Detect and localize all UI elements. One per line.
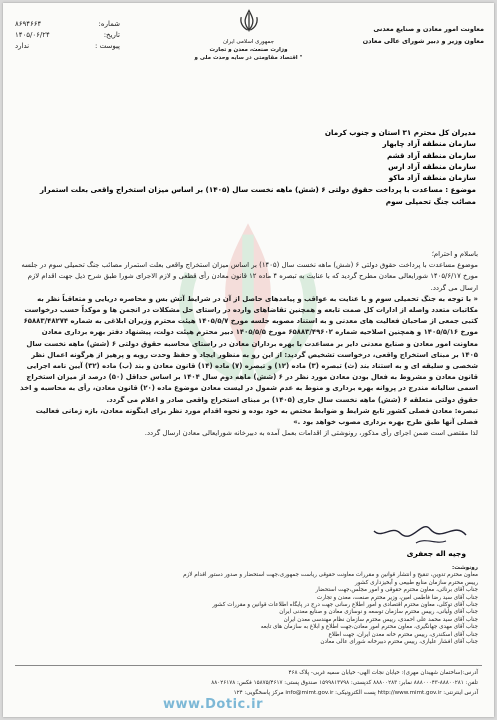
letter-number-row — [15, 19, 120, 30]
year-slogan: " اقتصاد مقاومتی در سایه وحدت ملی و — [194, 55, 303, 61]
paragraph-intro: موضوع مساعدت با پرداخت حقوق دولتی ۶ (شش) ماهه نخست سال (۱۴۰۵) بر اساس میزان استخراج واقعی بعلت استمرار مصائب جنگ تحمیلی سوم در جلسه مورخ ۱۴۰۵/۶/۱۷ شورایعالی معادن مطرح گردید که با عنایت به تبصره ۴ ماده ۱۲ قانون معادن رأی قطعی و لازم الاجرای شورا طبق شرح ذیل جهت اقدام لازم ارسال می گردد. — [21, 261, 478, 292]
paragraph-closing: لذا مقتضی است ضمن اجرای رأی مذکور، رونوشتی از اقدامات بعمل آمده به دبیرخانه شورایعالی معادن ارسال گردد. — [144, 429, 478, 438]
cc-line: جناب آقای ولیانی، رییس محترم سازمان توسعه و نوسازی معادن و صنایع معدنی ایران — [279, 609, 478, 616]
cc-line: جناب آقای اسکندری، رییس محترم خانه معدن ایران، جهت اطلاع — [328, 631, 478, 638]
date-value: ۱۴۰۵/۰۶/۲۴ — [15, 31, 50, 39]
letter-meta — [15, 19, 120, 52]
sender-block — [334, 23, 484, 47]
letter-body — [16, 249, 478, 439]
cc-line: رییس محترم سازمان منابع طبیعی و آبخیزداری کشور — [355, 579, 478, 586]
republic-name: جمهوری اسلامی ایران — [222, 39, 275, 45]
cc-line: جناب آقای توکلی، معاون محترم اقتصادی و امور اطلاع رسانی جهت درج در پایگاه اطلاعات قوانین و مقررات کشور — [212, 602, 478, 609]
subject-line: موضوع : مساعدت با پرداخت حقوق دولتی ۶ (شش) ماهه نخست سال (۱۴۰۵) بر اساس میزان استخراج واقعی بعلت استمرار مصائب جنگ تحمیلی سوم — [39, 185, 476, 206]
recipient-line: سازمان منطقه آزاد قشم — [386, 150, 476, 160]
signatory-name: وجیه اله جعفری — [406, 549, 466, 558]
letter-date-row — [15, 30, 120, 41]
iran-emblem-icon — [236, 8, 262, 34]
recipient-line: سازمان منطقه آزاد چابهار — [382, 139, 476, 149]
paragraph-note: تبصره: معادن فصلی کشور تابع شرایط و ضوابط مختص به خود بوده و نحوه اقدام مورد نظر برای اینگونه معادن، بازه زمانی فعالیت فصلی آنها طبق طرح بهره برداری مصوب خواهد بود .» — [35, 406, 478, 427]
ministry-header — [171, 8, 326, 63]
recipient-line: سازمان منطقه آزاد ماکو — [388, 173, 476, 183]
footer-address: آدرس:(ساختمان شهیدان مهری): خیابان نجات الهی- خیابان سمیه غربی- پلاک ۴۶۸ — [288, 670, 478, 676]
footer-web: آدرس اینترنتی: http://www.mimt.gov.ir پست الکترونیکی: info@mimt.gov.ir مرکز پاسخگویی: ۱۲۴ — [233, 690, 478, 696]
cc-line: جناب آقای برنائی، معاون محترم حقوقی و امور مجلس،جهت استحضار — [315, 587, 478, 594]
cc-line: جناب آقای سید محمد علی احمدی، رییس محترم سازمان نظام مهندسی معدن ایران — [283, 616, 478, 623]
cc-title: رونوشت: — [452, 565, 478, 571]
letter-page — [3, 3, 494, 717]
attachment-row — [15, 41, 120, 52]
recipient-line: سازمان منطقه آزاد ارس — [388, 161, 476, 171]
handwritten-signature — [356, 515, 476, 551]
site-watermark: www.Dotic.ir — [163, 697, 264, 712]
cc-line: جناب آقای سید رضا فاطمی امین، وزیر محترم صنعت، معدن و تجارت — [316, 594, 478, 601]
number-label: شماره: — [98, 20, 120, 28]
sender-line-1: معاونت امور معادن و صنایع معدنی — [373, 25, 484, 33]
cc-line: جناب آقای افشار علیاری، رییس محترم دبیرخانه شورای عالی معادن — [320, 639, 478, 646]
date-label: تاریخ: — [103, 31, 120, 39]
sender-line-2: معاون وزیر و دبیر شورای عالی معادن — [362, 37, 484, 45]
cc-line: معاون محترم تدوین، تنقیح و انتشار قوانین و مقررات معاونت حقوقی ریاست جمهوری،جهت استحضار و صدور دستور اقدام لازم — [183, 572, 478, 579]
recipients-block — [16, 127, 476, 207]
greeting: باسلام و احترام؛ — [431, 250, 478, 258]
ministry-name: وزارت صنعت، معدن و تجارت — [209, 47, 288, 53]
attachment-label: پیوست : — [95, 42, 120, 50]
footer-phone: تلفن: ۸۸۸۰۰۲۸۱-۸۸۸۰۰۰۴۳ نمابر: ۸۸۸۰۰۲۸۳ کدپستی: ۱۵۹۹۸۱۳۷۹۸ صندوق پستی: ۱۵۸۷۵/۴۶۱۷ فکس: ۸۸۰۲۶۱۷۸ — [211, 680, 478, 686]
paragraph-resolution: « با توجه به جنگ تحمیلی سوم و با عنایت به عواقب و پیامدهای حاصل از آن در شرایط آتش بس و محاصره دریایی و متعاقباً نظر به مکاتبات متعدد واصله از ادارات کل صمت تابعه و همچنین تقاضاهای وارده در راستای حل مشکلات در انجمن ها و موکداً حسب درخواست کتبی جمعی از صاحبان فعالیت های معدنی و به استناد مصوبه جلسه مورخ ۱۴۰۵/۵/۷ هیئت محترم وزیران ابلاغی به شماره ۶۵۸۸۳/۴۸۲۷۴ مورخ ۱۴۰۵/۵/۱۶ و همچنین اصلاحیه شماره ۶۵۸۸۳/۴۹۶۰۲ مورخ ۱۴۰۵/۵/۵ دبیر محترم هیئت دولت، پیشنهاد دفتر بهره برداری معادن معاونت امور معادن و صنایع معدنی دایر بر مساعدت با بهره برداران معادن در راستای محاسبه حقوق دولتی ۶ (شش) ماهه نخست سال ۱۴۰۵ بر مبنای استخراج واقعی، درخواست تشخیص گردید: از این رو به منظور ایجاد و حفظ وحدت رویه و پرهیز از هرگونه اعمال نظر شخصی و سلیقه ای و به استناد بند (ث) تبصره (۳) ماده (۱۲) و تبصره (۷) ماده (۱۴) قانون معادن و بند (ب) ماده (۳۲) آیین نامه اجرایی قانون معادن و مشروط به فعال بودن معادن مورد نظر در ۶ (شش) ماهه دوم سال ۱۴۰۴ بر اساس حداقل (۵۰) درصد از میزان استخراج اسمی سالیانه مندرج در پروانه بهره برداری و منوط به عدم شمول در لیست معادن موضوع ماده (۲۰) قانون معادن، رأی به محاسبه و اخذ حقوق دولتی متعلقه ۶ (شش) ماهه نخست سال جاری (۱۴۰۵) بر مبنای استخراج واقعی صادر و اعلام می گردد. — [20, 294, 478, 404]
footer-divider — [15, 665, 482, 666]
number-value: ۸۶۹۴۶۶۴ — [15, 20, 42, 28]
cc-line: جناب آقای مهدی جهانگیری، معاون محترم امور معادن،جهت اطلاع و ابلاغ به سازمان های تابعه — [260, 624, 478, 631]
cc-list — [48, 565, 478, 646]
attachment-value: ندارد — [15, 42, 30, 50]
recipient-line: مدیران کل محترم ۳۱ استان و جنوب کرمان — [324, 128, 476, 137]
